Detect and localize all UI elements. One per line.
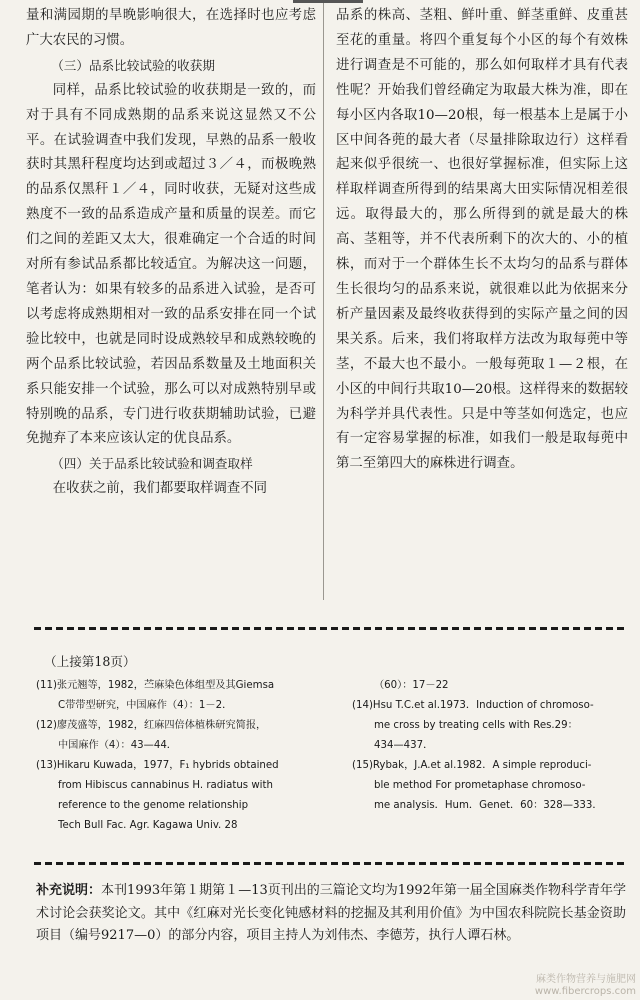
continued-from-label: （上接第18页） — [44, 654, 136, 669]
reference-continuation: （60）：17－22 — [374, 680, 449, 691]
reference-item: (11)张元翘等，1982，苎麻染色体组型及其Giemsa C带带型研究，中国麻作（4）：1－2． — [36, 680, 275, 711]
paragraph: 在收获之前，我们都要取样调查不同 — [52, 481, 268, 497]
paragraph: 量和满园期的旱晚影响很大，在选择时也应考虑广大农民的习惯。 — [26, 8, 316, 48]
right-text-column — [336, 4, 628, 477]
references-right — [352, 650, 624, 816]
section-heading: （四）关于品系比较试验和调查取样 — [51, 456, 253, 472]
supplementary-note — [36, 880, 626, 948]
section-heading: （三）品系比较试验的收获期 — [51, 57, 215, 73]
reference-item: (15)Rybak，J.A.et al.1982．A simple reproduci- ble method For prometaphase chromoso- me analysis．Hum．Genet．60：328—333． — [352, 760, 603, 811]
note-text: 本刊1993年第１期第１—13页刊出的三篇论文均为1992年第一届全国麻类作物科学青年学术讨论会获奖论文。其中《红麻对光长变化钝感材料的挖掘及其利用价值》为中国农科院院长基金资助项目（编号9217—0）的部分内容，项目主持人为刘伟杰、李德芳，执行人谭石林。 — [36, 883, 626, 943]
paragraph: 品系的株高、茎粗、鲜叶重、鲜茎重鲜、皮重甚至花的重量。将四个重复每个小区的每个有效株进行调查是不可能的，那么如何取样才具有代表性呢？开始我们曾经确定为取最大株为准，即在每小区内各取10—20根，每一根基本上是属于小区中间各蔸的最大者（尽量排除取边行）这样看起来似乎很统一、也很好掌握标准，但实际上这样取样调查所得到的结果离大田实际情况相差很远。取得最大的，那么所得到的就是最大的株高、茎粗等，并不代表所剩下的次大的、小的植株，而对于一个群体生长不太均匀的品系与群体生长很均匀的品系来说，就很难以此为依据来分析产量因素及最终收获得到的实际产量之间的因果关系。后来，我们将取样方法改为取每蔸中等茎，不最大也不最小。一般每蔸取１—２根，在小区的中间行共取10—20根。这样得来的数据较为科学并具代表性。只是中等茎如何选定，也应有一定容易掌握的标准，如我们一般是取每蔸中第二至第四大的麻株进行调查。 — [336, 8, 628, 472]
reference-item: (14)Hsu T.C.et al.1973．Induction of chromoso- me cross by treating cells with Res.29： 434—437． — [352, 700, 594, 751]
left-text-column — [26, 4, 316, 502]
reference-item: (12)廖茂盛等，1982，红麻四倍体植株研究简报， 中国麻作（4）：43—44． — [36, 720, 267, 751]
section-separator — [34, 862, 626, 865]
note-label: 补充说明： — [36, 883, 102, 898]
paragraph: 同样，品系比较试验的收获期是一致的，而对于具有不同成熟期的品系来说这显然又不公平。在试验调查中我们发现，早熟的品系一般收获时其黑秆程度均达到或超过３／４，而极晚熟的品系仅黑秆１／４，同时收获，无疑对这些成熟度不一致的品系造成产量和质量的误差。而它们之间的差距又太大，很难确定一个合适的时间对所有参试品系都比较适宜。为解决这一问题，笔者认为：如果有较多的品系进入试验，是否可以考虑将成熟期相对一致的品系安排在同一个试验比较中，也就是同时设成熟较早和成熟较晚的两个品系比较试验，若因品系数量及土地面积关系只能安排一个试验，那么可以对成熟特别早或特别晚的品系，专门进行收获期辅助试验，已避免抛弃了本来应该认定的优良品系。 — [26, 82, 316, 447]
section-separator — [34, 627, 626, 630]
references-left — [36, 650, 328, 836]
site-watermark: 麻类作物营养与施肥网 www.fibercrops.com — [534, 974, 636, 997]
reference-item: (13)Hikaru Kuwada，1977，F₁ hybrids obtained from Hibiscus cannabinus H. radiatus with reference to the genome relationship Tech Bull Fac. Agr. Kagawa Univ. 28 — [36, 760, 279, 831]
column-divider — [323, 0, 324, 600]
